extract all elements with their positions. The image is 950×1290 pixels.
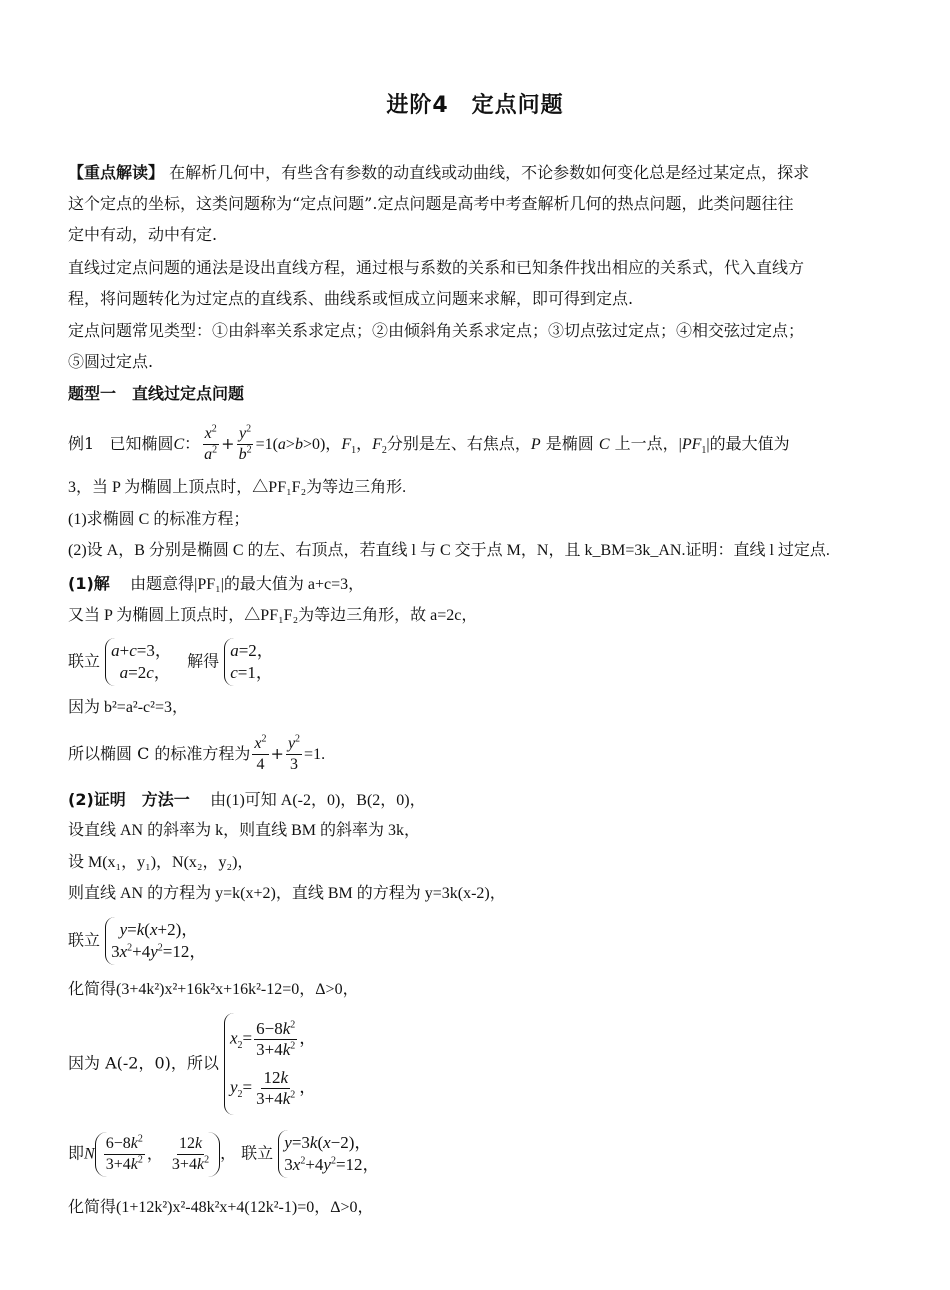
solution-system-3: 因为 A(-2，0)，所以 $x_2=$ $\frac{6-8k^2}{3+4k^2}$ ， $y_2=$ $\frac{12k}{3+4k^2}$ ， bbox=[68, 1013, 316, 1115]
solution-system-1: 联立 a+c=3， a=2c， 解得 a=2， c=1， bbox=[68, 638, 274, 686]
intro-text: 在解析几何中，有些含有参数的动直线或动曲线，不论参数如何变化总是经过某定点，探求 bbox=[169, 163, 810, 182]
intro-line-4: 直线过定点问题的通法是设出直线方程，通过根与系数的关系和已知条件找出相应的关系式，代入直线方 bbox=[68, 258, 805, 277]
equation-system: y=3k(x−2)， $3x^2+4y^2=12$， bbox=[278, 1130, 379, 1178]
solution-label: (1)解 bbox=[68, 574, 110, 593]
solution-line-6: 设直线 AN 的斜率为 k，则直线 BM 的斜率为 3k， bbox=[68, 822, 421, 839]
point-coordinates: $\frac{6-8k^2}{3+4k^2}$ ， $\frac{12k}{3+4k^2}$ bbox=[95, 1132, 220, 1177]
equation-system: y=k(x+2)， $3x^2+4y^2=12$， bbox=[105, 917, 206, 965]
intro-line-2: 这个定点的坐标，这类问题称为“定点问题”.定点问题是高考中考查解析几何的热点问题，此类问题往往 bbox=[68, 194, 794, 213]
intro-line-5: 程，将问题转化为过定点的直线系、曲线系或恒成立问题来求解，即可得到定点. bbox=[68, 289, 634, 308]
fraction: $\frac{y^2}{b^2}$ bbox=[238, 423, 252, 463]
solution-line-5: (2)证明 方法一 由(1)可知 A(-2，0)，B(2，0)， bbox=[68, 790, 426, 809]
solution-line-2: 又当 P 为椭圆上顶点时，△PF₁F₂为等边三角形，故 a=2c， bbox=[68, 607, 478, 624]
example-text-end: 的最大值为 bbox=[709, 434, 790, 453]
equation-system: $x_2=$ $\frac{6-8k^2}{3+4k^2}$ ， $y_2=$ $\frac{12k}{3+4k^2}$ ， bbox=[224, 1013, 316, 1115]
intro-line-3: 定中有动，动中有定. bbox=[68, 225, 218, 244]
example-line-1: 例1 已知椭圆C： $\frac{x^2}{a^2}$ + $\frac{y^2}{b^2}$ =1(a>b>0)，$F_1$，$F_2$分别是左、右焦点，P 是椭圆 C 上一点，$|PF_1|$的最大值为 bbox=[68, 423, 790, 463]
intro-line-6: 定点问题常见类型：①由斜率关系求定点；②由倾斜角关系求定点；③切点弦过定点；④相交弦过定点； bbox=[68, 321, 805, 340]
question-1: (1)求椭圆 C 的标准方程； bbox=[68, 511, 250, 528]
fraction: $\frac{y^2}{3}$ bbox=[287, 733, 301, 773]
solution-line-8: 则直线 AN 的方程为 y=k(x+2)，直线 BM 的方程为 y=3k(x-2)， bbox=[68, 885, 506, 902]
solution-line-11: 即N $\frac{6-8k^2}{3+4k^2}$ ， $\frac{12k}{3+4k^2}$ ， 联立 y=3k(x−2)， $3x^2+4y^2=12$， bbox=[68, 1130, 380, 1178]
intro-line-7: ⑤圆过定点. bbox=[68, 352, 154, 371]
intro-line-1 bbox=[68, 163, 809, 183]
equation-system: a=2， c=1， bbox=[224, 638, 274, 686]
solution-line-9: 化简得(3+4k²)x²+16k²x+16k²-12=0，Δ>0， bbox=[68, 981, 359, 998]
solution-line-7: 设 M(x₁，y₁)，N(x₂，y₂)， bbox=[68, 854, 254, 871]
section-heading: 题型一 直线过定点问题 bbox=[68, 384, 245, 403]
example-intro: 已知椭圆 bbox=[109, 434, 174, 453]
page-title: 进阶4 定点问题 bbox=[386, 93, 564, 118]
example-line-2: 3，当 P 为椭圆上顶点时，△PF₁F₂为等边三角形. bbox=[68, 479, 407, 496]
solution-line-3: 因为 b²=a²-c²=3， bbox=[68, 699, 188, 716]
solution-system-2: 联立 y=k(x+2)， $3x^2+4y^2=12$， bbox=[68, 917, 206, 965]
solution-line-4: 所以椭圆 C 的标准方程为 $\frac{x^2}{4}$ + $\frac{y^2}{3}$ =1. bbox=[68, 733, 326, 773]
proof-label: (2)证明 方法一 bbox=[68, 790, 190, 809]
equation-system: a+c=3， a=2c， bbox=[105, 638, 172, 686]
fraction: $\frac{x^2}{a^2}$ bbox=[204, 423, 218, 463]
fraction: $\frac{x^2}{4}$ bbox=[254, 733, 267, 773]
example-text: 分别是左、右焦点， bbox=[386, 434, 531, 453]
example-label: 例1 bbox=[68, 434, 95, 453]
intro-label: 【重点解读】 bbox=[68, 163, 165, 182]
question-2: (2)设 A，B 分别是椭圆 C 的左、右顶点，若直线 l 与 C 交于点 M，N，且 k_BM=3k_AN.证明：直线 l 过定点. bbox=[68, 542, 830, 559]
solution-line-1: (1)解 由题意得|PF₁|的最大值为 a+c=3， bbox=[68, 574, 365, 593]
solution-line-12: 化简得(1+12k²)x²-48k²x+4(12k²-1)=0，Δ>0， bbox=[68, 1199, 374, 1216]
